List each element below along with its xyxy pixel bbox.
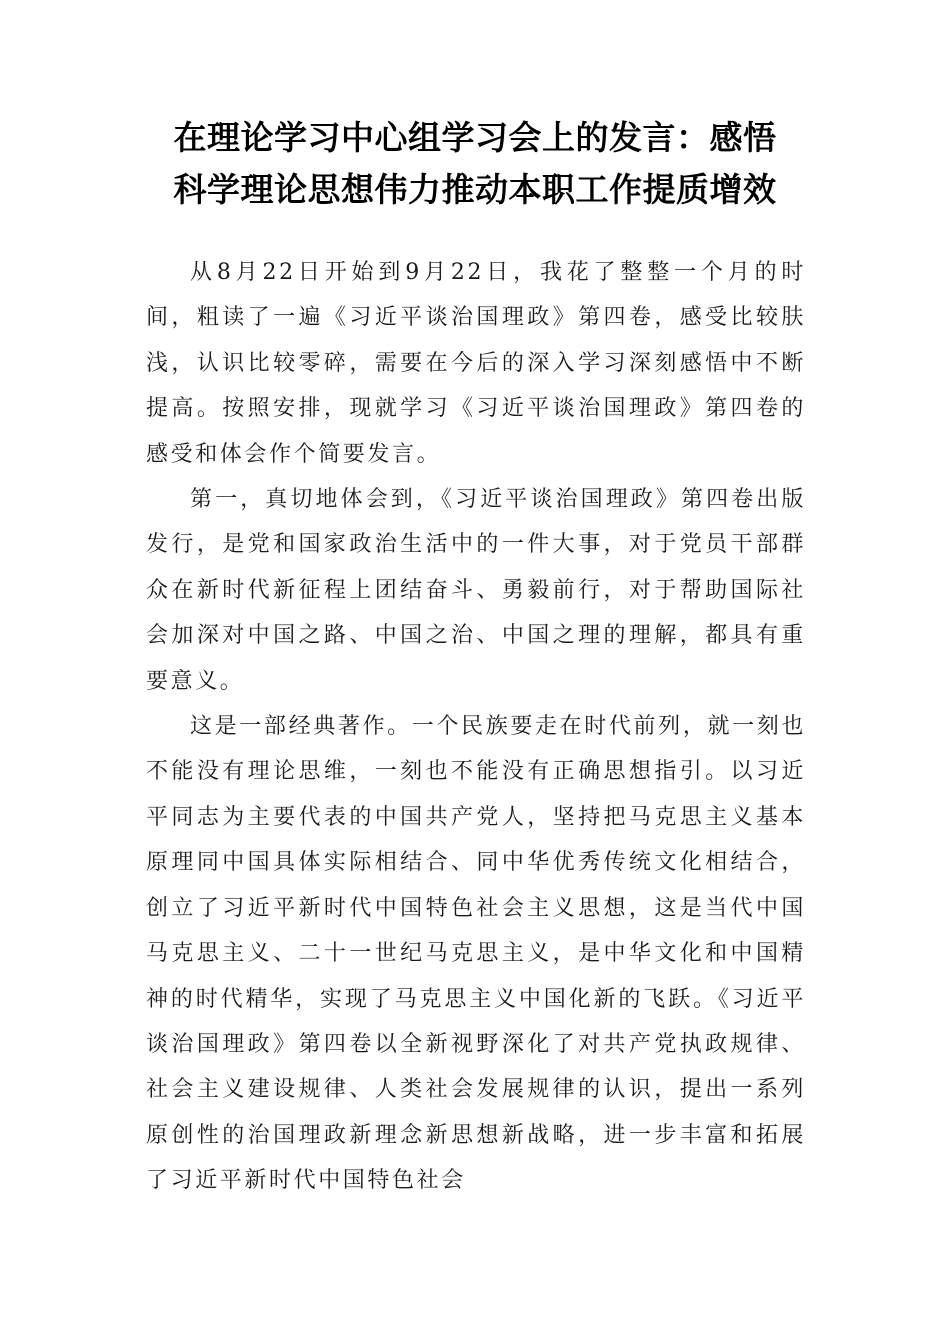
title-line-2: 科学理论思想伟力推动本职工作提质增效 — [173, 170, 777, 209]
document-title — [140, 112, 810, 216]
document-body — [146, 250, 806, 1204]
paragraph-1: 从8月22日开始到9月22日，我花了整整一个月的时间，粗读了一遍《习近平谈治国理政》第四卷，感受比较肤浅，认识比较零碎，需要在今后的深入学习深刻感悟中不断提高。按照安排，现就学习《习近平谈治国理政》第四卷的感受和体会作个简要发言。 — [146, 260, 806, 467]
paragraph-2: 第一，真切地体会到，《习近平谈治国理政》第四卷出版发行，是党和国家政治生活中的一件大事，对于党员干部群众在新时代新征程上团结奋斗、勇毅前行，对于帮助国际社会加深对中国之路、中国之治、中国之理的理解，都具有重要意义。 — [146, 487, 806, 694]
paragraph-3: 这是一部经典著作。一个民族要走在时代前列，就一刻也不能没有理论思维，一刻也不能没有正确思想指引。以习近平同志为主要代表的中国共产党人，坚持把马克思主义基本原理同中国具体实际相结合、同中华优秀传统文化相结合，创立了习近平新时代中国特色社会主义思想，这是当代中国马克思主义、二十一世纪马克思主义，是中华文化和中国精神的时代精华，实现了马克思主义中国化新的飞跃。《习近平谈治国理政》第四卷以全新视野深化了对共产党执政规律、社会主义建设规律、人类社会发展规律的认识，提出一系列原创性的治国理政新理念新思想新战略，进一步丰富和拓展了习近平新时代中国特色社会 — [146, 714, 806, 1194]
title-line-1: 在理论学习中心组学习会上的发言：感悟 — [173, 118, 777, 157]
